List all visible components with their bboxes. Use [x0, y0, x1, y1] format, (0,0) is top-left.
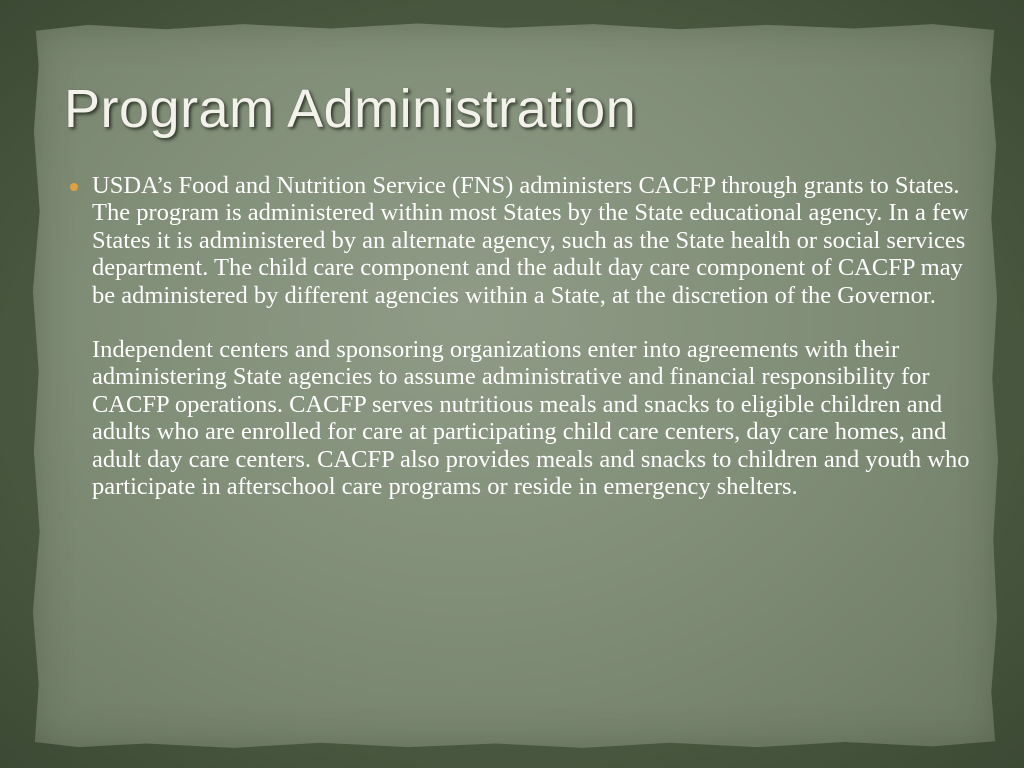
bullet-icon: [70, 183, 78, 191]
slide-title: Program Administration: [64, 79, 637, 139]
body-paragraph-1: USDA’s Food and Nutrition Service (FNS) administers CACFP through grants to States. The program is administered within most States by the State educational agency. In a few States it is administered by an alternate agency, such as the State health or social services department. The child care component and the adult day care component of CACFP may be administered by different agencies within a State, at the discretion of the Governor.: [92, 172, 969, 309]
slide-body: [92, 172, 972, 500]
body-paragraph-2: Independent centers and sponsoring organizations enter into agreements with their administering State agencies to assume administrative and financial responsibility for CACFP operations. CACFP serves nutritious meals and snacks to eligible children and adults who are enrolled for care at participating child care centers, day care homes, and adult day care centers. CACFP also provides meals and snacks to children and youth who participate in afterschool care programs or reside in emergency shelters.: [92, 336, 970, 501]
